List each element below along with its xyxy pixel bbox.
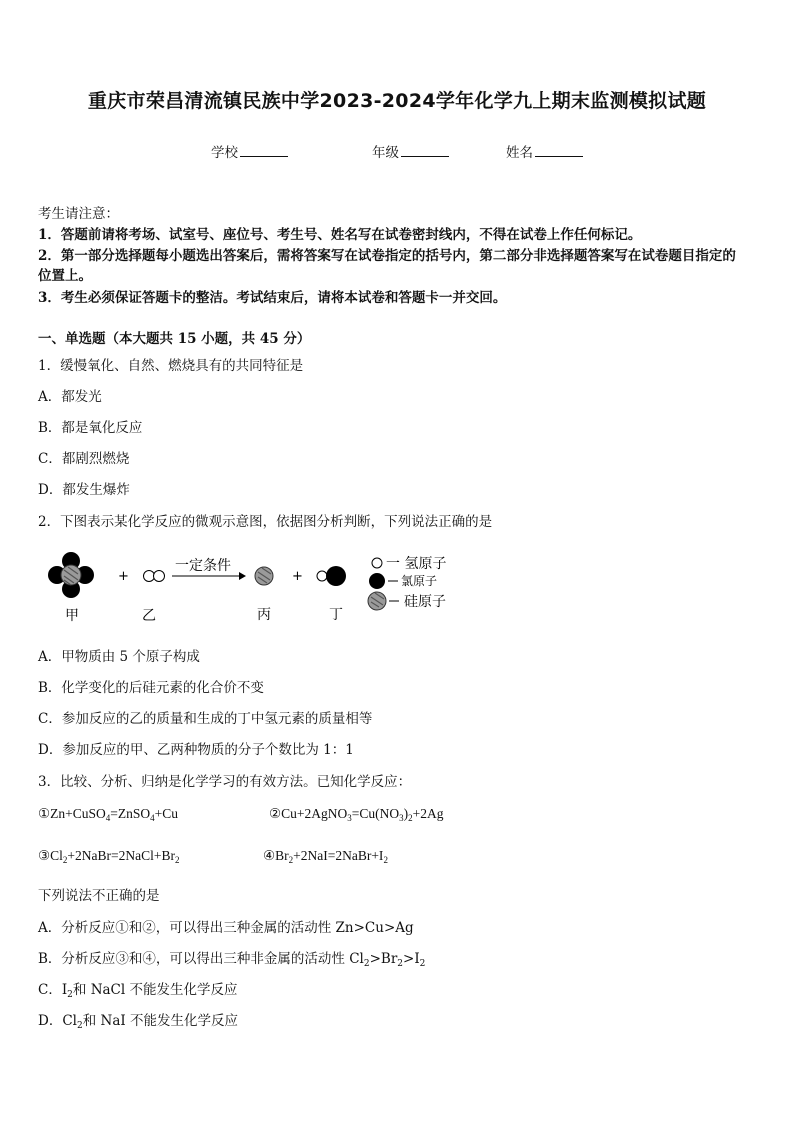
name-label: 姓名 [506, 145, 533, 161]
hydrogen-atom [144, 571, 155, 582]
q1-option-b[interactable]: B．都是氧化反应 [38, 420, 143, 436]
q2-stem: 2．下图表示某化学反应的微观示意图，依据图分析判断，下列说法正确的是 [38, 514, 493, 530]
label-yi: 乙 [142, 608, 156, 624]
molecule-yi [144, 571, 165, 582]
q1-option-a[interactable]: A．都发光 [38, 389, 102, 405]
hydrogen-legend-icon [372, 558, 382, 568]
reaction-3: $③Cl_2+2NaBr=2NaCl+Br_2$ [38, 848, 180, 865]
q3-stem: 3．比较、分析、归纳是化学学习的有效方法。已知化学反应： [38, 774, 412, 790]
label-ding: 丁 [329, 607, 343, 623]
reaction-1: ①Zn+CuSO$_4$=ZnSO$_4$+Cu [38, 806, 178, 823]
q3-question: 下列说法不正确的是 [38, 888, 160, 904]
arrow-head-icon [239, 572, 246, 580]
school-field [211, 141, 288, 161]
hydrogen-atom [154, 571, 165, 582]
notice-heading: 考生请注意： [38, 206, 119, 222]
reaction-4: $④Br_2+2NaI=2NaBr+I_2$ [263, 848, 388, 865]
q3-option-d[interactable]: D．$Cl_2$和 NaI 不能发生化学反应 [38, 1013, 238, 1031]
hydrogen-atom [317, 571, 327, 581]
notice-item: 2．第一部分选择题每小题选出答案后，需将答案写在试卷指定的括号内，第二部分非选择题答案写在试卷题目指定的 [38, 248, 736, 264]
plus-sign: + [118, 569, 129, 584]
molecule-ding [317, 566, 346, 586]
label-jia: 甲 [65, 608, 79, 624]
page-title: 重庆市荣昌清流镇民族中学2023-2024学年化学九上期末监测模拟试题 [87, 90, 707, 112]
chlorine-legend-icon [369, 573, 385, 589]
q1-stem: 1．缓慢氧化、自然、燃烧具有的共同特征是 [38, 358, 304, 374]
plus-sign: + [292, 569, 303, 584]
name-blank[interactable] [535, 142, 583, 157]
grade-field [372, 141, 449, 161]
q3-option-a[interactable]: A．分析反应①和②，可以得出三种金属的活动性 Zn>Cu>Ag [38, 920, 414, 936]
q3-option-c[interactable]: C．$I_2$和 NaCl 不能发生化学反应 [38, 982, 238, 1000]
grade-label: 年级 [372, 145, 399, 161]
reaction-diagram [38, 545, 468, 630]
q2-option-d[interactable]: D．参加反应的甲、乙两种物质的分子个数比为 1：1 [38, 742, 354, 758]
section-heading: 一、单选题（本大题共 15 小题，共 45 分） [38, 331, 311, 347]
legend-silicon: 硅原子 [404, 594, 446, 610]
q2-option-a[interactable]: A．甲物质由 5 个原子构成 [38, 649, 200, 665]
school-blank[interactable] [240, 142, 288, 157]
q1-option-d[interactable]: D．都发生爆炸 [38, 482, 130, 498]
molecule-jia [48, 552, 94, 598]
reaction-condition: 一定条件 [175, 558, 231, 574]
legend-chlorine: 氯原子 [401, 574, 438, 588]
diagram-legend [368, 556, 446, 610]
grade-blank[interactable] [401, 142, 449, 157]
reaction-2: $②Cu+2AgNO_3=Cu(NO_3)_2+2Ag$ [269, 806, 444, 823]
school-label: 学校 [211, 145, 238, 161]
molecule-bing [255, 567, 273, 585]
label-bing: 丙 [257, 607, 271, 623]
notice-item: 1．答题前请将考场、试室号、座位号、考生号、姓名写在试卷密封线内，不得在试卷上作任何标记。 [38, 227, 642, 243]
q3-option-b[interactable]: B．分析反应③和④，可以得出三种非金属的活动性 $Cl_2>Br_2>I_2$ [38, 951, 426, 969]
legend-hydrogen: 一 氢原子 [386, 556, 447, 572]
chlorine-atom [326, 566, 346, 586]
q2-option-c[interactable]: C．参加反应的乙的质量和生成的丁中氢元素的质量相等 [38, 711, 373, 727]
notice-item: 位置上。 [38, 268, 92, 284]
notice-item: 3．考生必须保证答题卡的整洁。考试结束后，请将本试卷和答题卡一并交回。 [38, 290, 507, 306]
q1-option-c[interactable]: C．都剧烈燃烧 [38, 451, 130, 467]
name-field [506, 141, 583, 161]
q2-option-b[interactable]: B．化学变化的后硅元素的化合价不变 [38, 680, 264, 696]
